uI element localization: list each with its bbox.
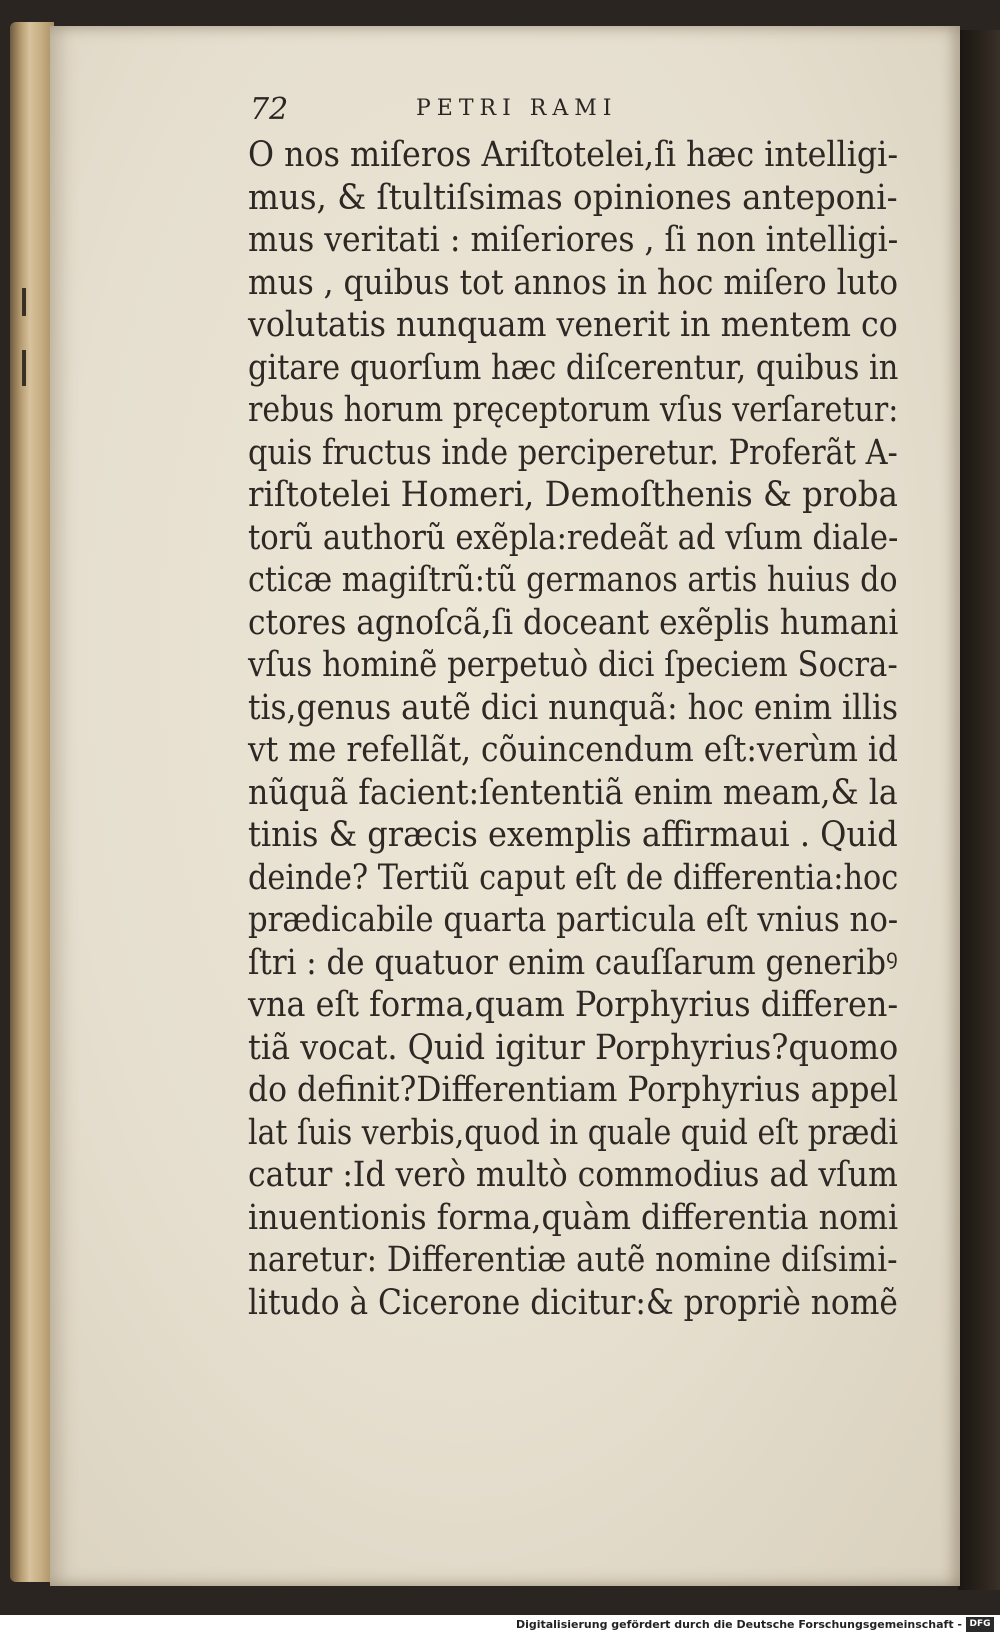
text-line: tis,genus autẽ dici nunquã: hoc enim illis <box>248 687 898 728</box>
text-line: litudo à Cicerone dicitur:& propriè nomẽ <box>248 1282 898 1323</box>
right-gutter <box>958 30 1000 1590</box>
text-line: vſus hominẽ perpetuò dici ſpeciem Socra- <box>248 645 898 685</box>
text-line: ctores agnoſcã,ſi doceant exẽplis humani <box>248 602 899 643</box>
text-line: prædicabile quarta particula eſt vnius no- <box>248 900 899 940</box>
text-line: vna eſt forma,quam Porphyrius differen- <box>248 985 899 1025</box>
text-line: mus , quibus tot annos in hoc miſero luto <box>248 262 899 303</box>
text-line: quis fructus inde perciperetur. Proferãt A- <box>248 432 898 473</box>
text-line: deinde? Tertiũ caput eſt de differentia:hoc <box>248 857 899 898</box>
page-number: 72 <box>250 92 289 127</box>
text-line: naretur: Differentiæ autẽ nomine diſsimi- <box>248 1240 898 1280</box>
page-fore-edge <box>10 22 54 1582</box>
text-line: tinis & græcis exemplis affirmaui . Quid <box>248 815 898 855</box>
running-title: PETRI RAMI <box>416 96 618 121</box>
text-line: torũ authorũ exẽpla:redeãt ad vſum diale- <box>248 517 899 558</box>
text-line: rebus horum pręceptorum vſus verſaretur: <box>248 390 899 430</box>
dfg-logo: DFG <box>966 1617 994 1632</box>
text-line: tiã vocat. Quid igitur Porphyrius?quomo <box>248 1027 899 1068</box>
funding-note: Digitalisierung gefördert durch die Deutsche Forschungsgemeinschaft - <box>515 1618 962 1631</box>
text-line: nũquã facient:ſententiã enim meam,& la <box>248 772 898 813</box>
text-line: mus, & ſtultiſsimas opiniones anteponi- <box>248 177 898 218</box>
text-line: O nos miſeros Ariſtotelei,ſi hæc intelligi- <box>248 135 899 175</box>
footer-strip <box>0 1615 1000 1638</box>
text-line: mus veritati : miſeriores , ſi non intelligi- <box>248 220 899 260</box>
text-line: lat ſuis verbis,quod in quale quid eſt prædi <box>248 1112 899 1153</box>
text-line: cticæ magiſtrũ:tũ germanos artis huius do <box>248 560 898 600</box>
text-line: do definit?Differentiam Porphyrius appel <box>248 1070 899 1110</box>
text-line: volutatis nunquam venerit in mentem co <box>248 305 898 345</box>
text-line: riſtotelei Homeri, Demoſthenis & proba <box>248 475 898 515</box>
text-line: gitare quorſum hæc diſcerentur, quibus in <box>248 347 899 388</box>
page-header <box>250 92 690 132</box>
edge-mark <box>22 288 26 316</box>
edge-mark <box>22 350 26 386</box>
text-line: vt me refellãt, cõuincendum eſt:verùm id <box>248 730 898 770</box>
body-text <box>248 134 898 1324</box>
text-line: ſtri : de quatuor enim cauſſarum generibꝰ <box>248 942 898 983</box>
text-line: catur :Id verò multò commodius ad vſum <box>248 1155 898 1195</box>
text-line: inuentionis forma,quàm differentia nomi <box>248 1197 899 1238</box>
